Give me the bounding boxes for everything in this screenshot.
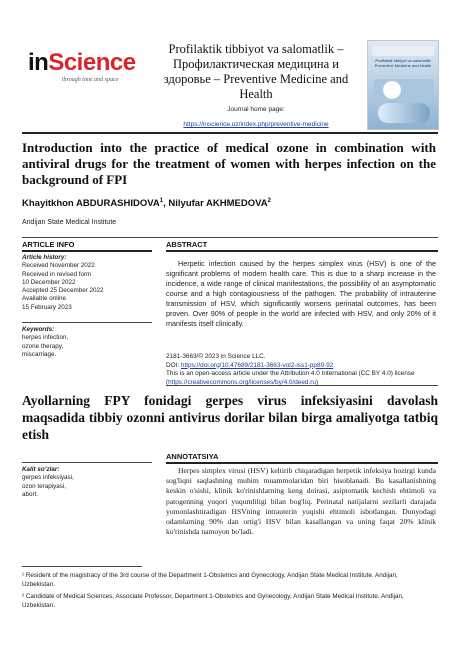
journal-cover-image — [367, 40, 439, 130]
issn-copyright: 2181-3663/© 2023 in Science LLC. — [166, 353, 266, 360]
author-separator: , — [163, 198, 169, 210]
journal-title: Profilaktik tibbiyot va salomatlik – Профилактическая медицина и здоровье – Preventive Medicine and Health — [163, 42, 349, 101]
doi-label: DOI: — [166, 361, 181, 369]
footnotes — [22, 572, 418, 614]
journal-info — [152, 42, 360, 131]
annotatsiya-heading: ANNOTATSIYA — [166, 452, 219, 461]
footnote-2: ² Candidate of Medical Sciences, Associate Professor, Department 1-Obstetrics and Gynecology, Andijan State Medical Institute. Andijan, Uzbekistan. — [22, 593, 404, 609]
author-2-footnote-mark: 2 — [267, 198, 271, 204]
history-received: Received November 2022 — [22, 262, 95, 270]
uz-keywords-label: Kalit so’zlar: — [22, 466, 60, 473]
footnote-1: ¹ Resident of the magistracy of the 3rd course of the Department 1-Obstetrics and Gynecology, Andijan State Medical Institute. Andijan, Uzbekistan. — [22, 572, 398, 588]
uz-keyword-item: abort. — [22, 490, 39, 498]
journal-header — [22, 38, 442, 130]
affiliation: Andijan State Medical Institute — [22, 219, 117, 226]
keyword-item: herpes infection, — [22, 334, 69, 342]
logo-tagline: through time and space — [62, 77, 119, 83]
article-meta — [166, 353, 438, 387]
history-accepted: Accepted 25 December 2022 — [22, 287, 104, 295]
abstract-heading: ABSTRACT — [166, 240, 208, 249]
logo-science-text: Science — [48, 49, 136, 76]
annotatsiya-rule — [166, 462, 438, 464]
uz-keywords-block — [22, 466, 152, 499]
license-close: ) — [315, 378, 319, 386]
keywords-block — [22, 326, 152, 359]
annotatsiya-text: Herpes simplex virusi (HSV) keltirib chiqaradigan herpetik infeksiya hozirgi kunda sog'liqni saqlashning muhim muammolaridan biri hisoblanadi. Bu kasallanishning keskin o'sishi, klinik ko'rinishlarning keng doirasi, asiptomatik kechish ehtimoli va patogenning yuqori yuqumliligi bilan bog'liq. Perinatal natijalarni sezilarli darajada yomonlashtiradigan HSVning intrauterin yuqishi ehtimoli isbotlangan. Dunyodagi odamlarning 90% dan ortig'i HSV bilan kasallangan va uning faqat 20% klinik ko'rinishda namoyon bo'ladi. — [166, 466, 436, 537]
keyword-item: ozone therapy, — [22, 342, 64, 350]
cover-title: Profilaktik tibbiyot va salomatlik Preventive Medicine and Health — [374, 58, 432, 68]
inscience-logo — [28, 50, 138, 110]
history-divider — [22, 322, 152, 323]
uz-keyword-item: gerpes infeksiyasi, — [22, 474, 74, 482]
keyword-item: miscarriage. — [22, 350, 57, 358]
author-1: Khayitkhon ABDURASHIDOVA — [22, 198, 160, 210]
article-info-heading: ARTICLE INFO — [22, 240, 75, 249]
journal-homepage-label: Journal home page: — [227, 106, 285, 113]
cover-photo-bottom — [378, 103, 430, 123]
history-online-date: 15 February 2023 — [22, 303, 72, 311]
article-history-label: Article history: — [22, 254, 67, 261]
license-text: This is an open-access article under the Attribution 4.0 International (CC BY 4.0) license ( — [166, 370, 415, 386]
doi-line — [166, 362, 438, 371]
article-history — [22, 254, 152, 312]
history-revised-date: 10 December 2022 — [22, 278, 76, 286]
abstract-rule — [166, 250, 438, 252]
article-title-en: Introduction into the practice of medical ozone in combination with antiviral drugs for the treatment of women with herpes infection on the background of FPI — [22, 140, 436, 187]
cover-band — [372, 46, 434, 56]
author-2: Nilyufar AKHMEDOVA — [168, 198, 268, 210]
logo-in-text: in — [28, 49, 49, 76]
header-divider — [22, 132, 438, 134]
authors-line — [22, 198, 271, 209]
history-revised-label: Received in revised form — [22, 270, 92, 278]
history-online-label: Available online — [22, 295, 66, 303]
journal-homepage-link[interactable]: https://inscience.uz/index.php/preventive-medicine — [183, 121, 329, 128]
footnote-rule — [22, 566, 142, 567]
abstract-bottom-rule — [166, 385, 438, 386]
abstract-text: Herpetic infection caused by the herpes simplex virus (HSV) is one of the significant problems of modern health care. This is due to a sharp increase in the incidence, a wide range of clinical manifestations, the possibility of an asymptomatic course and a high contagiousness of the pathogen. The probability of intrauterine transmission of HSV, which significantly worsens perinatal outcomes, has been proven. Over 90% of people in the world are infected with HSV, and only 20% of it manifests itself clinically. — [166, 259, 436, 328]
uz-keywords-rule — [22, 462, 152, 463]
article-title-uz: Ayollarning FPY fonidagi gerpes virus infeksiyasini davolash maqsadida tibbiy ozonni antivirus dorilar bilan birga amaliyotga tatbiq etish — [22, 393, 438, 442]
uz-keyword-item: ozon terapiyasi, — [22, 482, 67, 490]
license-link[interactable]: https://creativecommons.org/licenses/by/4.0/deed.ru — [168, 378, 316, 386]
article-info-rule — [22, 250, 152, 252]
keywords-label: Keywords: — [22, 326, 55, 333]
section-top-rule — [22, 237, 438, 238]
doi-link[interactable]: https://doi.org/10.47689/2181-3663-vol2-iss1-pp89-92 — [180, 361, 334, 369]
author-1-footnote-mark: 1 — [159, 198, 164, 204]
cover-photo-top — [374, 79, 434, 101]
